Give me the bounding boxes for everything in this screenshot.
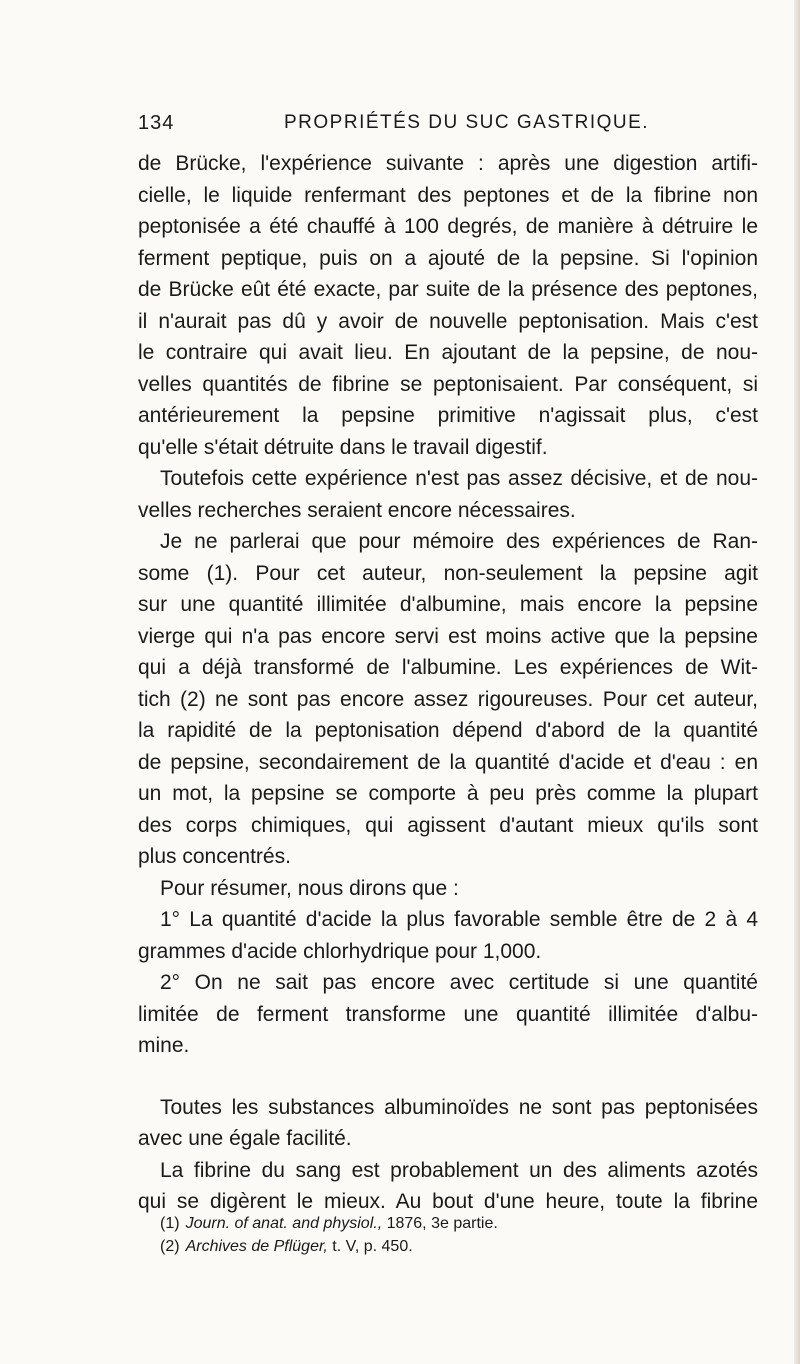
text-line: de Brücke eût été exacte, par suite de la présence des peptones, (138, 278, 758, 301)
body-text (138, 148, 758, 1218)
text-line: 1° La quantité d'acide la plus favorable semble être de 2 à 4 (160, 908, 758, 931)
text-line: tich (2) ne sont pas encore assez rigoureuses. Pour cet auteur, (138, 687, 758, 711)
page-number: 134 (138, 112, 175, 134)
text-line: vierge qui n'a pas encore servi est moins active que la pepsine (138, 624, 758, 648)
text-line: des corps chimiques, qui agissent d'autant mieux qu'ils sont (138, 813, 758, 837)
text-line: antérieurement la pepsine primitive n'agissait plus, c'est (138, 404, 758, 427)
footnote-ref: (1) (160, 1215, 180, 1232)
footnote-ref: (2) (160, 1238, 180, 1255)
text-line: ferment peptique, puis on a ajouté de la pepsine. Si l'opinion (138, 246, 758, 270)
text-line: qu'elle s'était détruite dans le travail digestif. (138, 435, 548, 459)
text-line: velles recherches seraient encore nécessaires. (138, 498, 576, 522)
footnote (160, 1235, 760, 1258)
text-line: Pour résumer, nous dirons que : (160, 876, 459, 900)
footnote-source: Journ. of anat. and physiol., (185, 1215, 383, 1232)
text-line: sur une quantité illimitée d'albumine, mais encore la pepsine (138, 593, 758, 616)
footnote (160, 1212, 760, 1235)
text-line: velles quantités de fibrine se peptonisaient. Par conséquent, si (138, 372, 758, 396)
text-line: limitée de ferment transforme une quantité illimitée d'albu- (138, 1002, 758, 1026)
text-line: peptonisée a été chauffé à 100 degrés, de manière à détruire le (138, 215, 758, 238)
page-edge (794, 0, 800, 1364)
text-line: plus concentrés. (138, 845, 291, 868)
text-line: avec une égale facilité. (138, 1127, 352, 1150)
text-line: un mot, la pepsine se comporte à peu près comme la plupart (138, 782, 758, 805)
text-line: il n'aurait pas dû y avoir de nouvelle peptonisation. Mais c'est (138, 309, 758, 333)
text-line: Je ne parlerai que pour mémoire des expériences de Ran- (160, 530, 758, 553)
text-line: cielle, le liquide renfermant des peptones et de la fibrine non (138, 183, 758, 207)
footnote-detail: t. V, p. 450. (327, 1238, 413, 1255)
text-line: grammes d'acide chlorhydrique pour 1,000. (138, 939, 542, 963)
text-line: de Brücke, l'expérience suivante : après une digestion artifi- (138, 152, 758, 175)
footnote-detail: 1876, 3e partie. (382, 1215, 498, 1232)
text-line: Toutes les substances albuminoïdes ne sont pas peptonisées (160, 1095, 758, 1119)
text-line: de pepsine, secondairement de la quantité d'acide et d'eau : en (138, 750, 758, 774)
text-line: qui a déjà transformé de l'albumine. Les expériences de Wit- (138, 656, 758, 679)
running-title: PROPRIÉTÉS DU SUC GASTRIQUE. (284, 112, 650, 133)
page-header (138, 112, 758, 146)
text-line: 2° On ne sait pas encore avec certitude si une quantité (160, 971, 758, 994)
text-line: le contraire qui avait lieu. En ajoutant de la pepsine, de nou- (138, 341, 758, 364)
footnote-source: Archives de Pflüger, (185, 1238, 328, 1255)
text-line: La fibrine du sang est probablement un des aliments azotés (160, 1158, 758, 1182)
text-line: mine. (138, 1034, 190, 1057)
text-line: Toutefois cette expérience n'est pas assez décisive, et de nou- (160, 467, 758, 490)
text-line: some (1). Pour cet auteur, non-seulement la pepsine agit (138, 561, 758, 585)
text-line: la rapidité de la peptonisation dépend d'abord de la quantité (138, 719, 758, 742)
section-spacer (138, 1062, 758, 1092)
footnotes (160, 1212, 760, 1258)
text-line: qui se digèrent le mieux. Au bout d'une heure, toute la fibrine (138, 1190, 758, 1213)
